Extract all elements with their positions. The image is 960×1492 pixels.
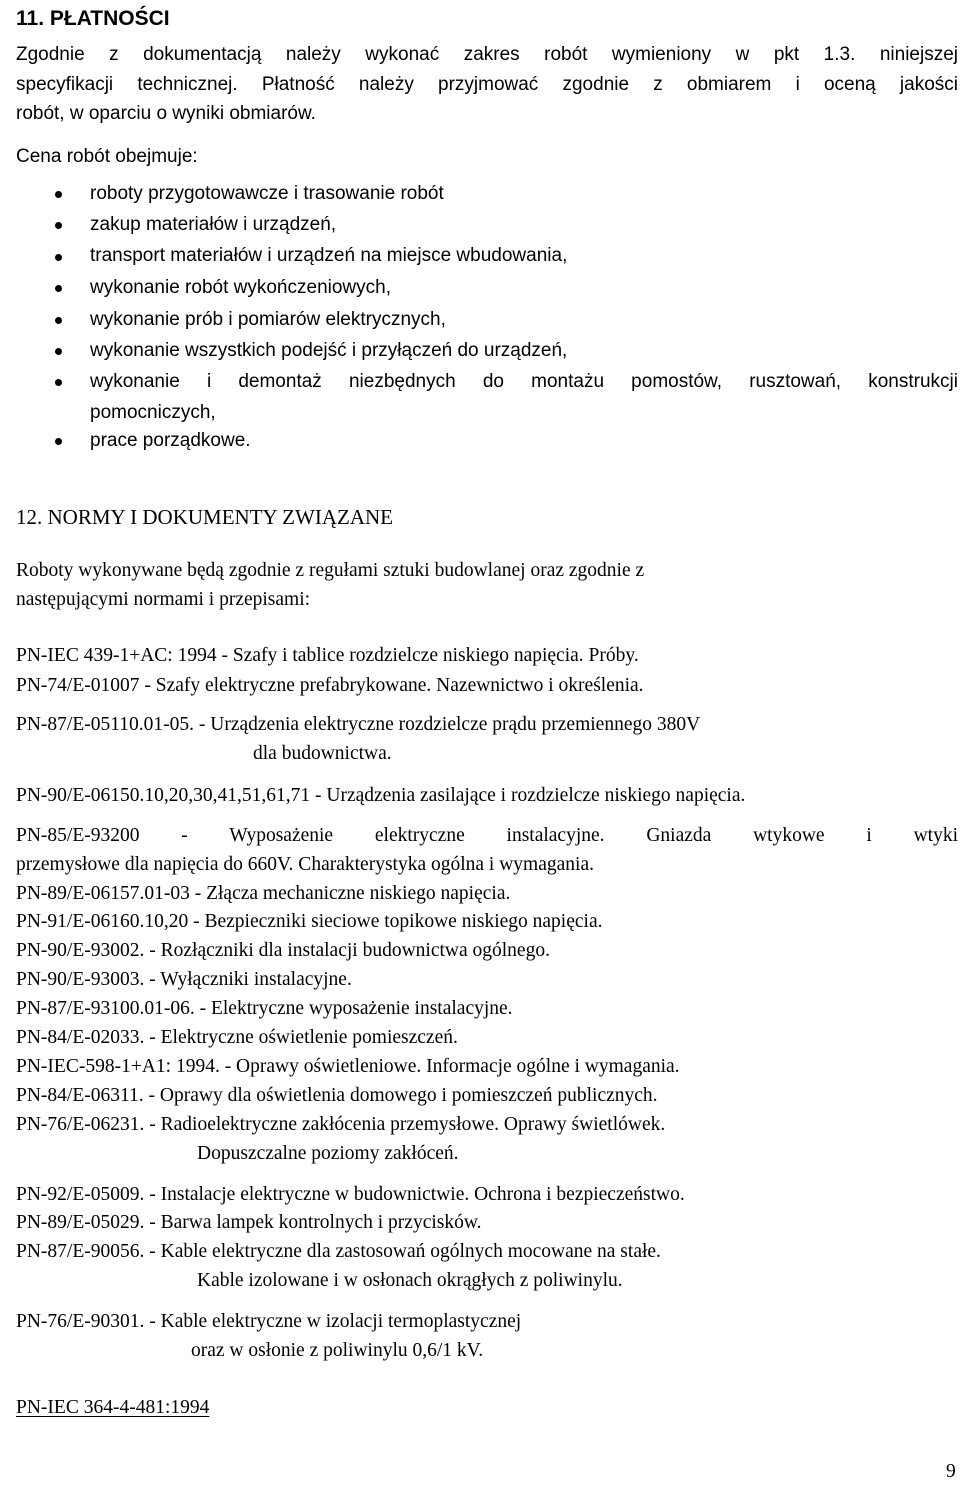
norm-item: PN-IEC-598-1+A1: 1994. - Oprawy oświetleniowe. Informacje ogólne i wymagania.: [16, 1056, 680, 1077]
norm-item: PN-90/E-93002. - Rozłączniki dla instalacji budownictwa ogólnego.: [16, 940, 550, 961]
bullet-icon: [55, 348, 62, 355]
list-item-continuation: pomocniczych,: [90, 402, 216, 423]
section-12-intro-line-1: Roboty wykonywane będą zgodnie z regułami sztuki budowlanej oraz zgodnie z: [16, 560, 645, 581]
list-item: wykonanie wszystkich podejść i przyłączeń do urządzeń,: [90, 340, 568, 361]
norm-item: PN-76/E-90301. - Kable elektryczne w izolacji termoplastycznej: [16, 1311, 522, 1332]
bullet-icon: [55, 438, 62, 445]
norm-item: PN-85/E-93200 - Wyposażenie elektryczne instalacyjne. Gniazda wtykowe i wtyki: [16, 825, 958, 846]
bullet-icon: [55, 379, 62, 386]
section-12-heading: 12. NORMY I DOKUMENTY ZWIĄZANE: [16, 505, 393, 529]
section-11-heading: 11. PŁATNOŚCI: [16, 7, 170, 30]
norm-item-continuation: dla budownictwa.: [253, 743, 392, 764]
norm-item: PN-90/E-06150.10,20,30,41,51,61,71 - Urządzenia zasilające i rozdzielcze niskiego napięcia.: [16, 785, 746, 806]
norm-item: PN-89/E-05029. - Barwa lampek kontrolnych i przycisków.: [16, 1212, 482, 1233]
bullet-icon: [55, 222, 62, 229]
norm-item: PN-87/E-93100.01-06. - Elektryczne wyposażenie instalacyjne.: [16, 998, 513, 1019]
price-intro: Cena robót obejmuje:: [16, 146, 198, 167]
norm-item-continuation: oraz w osłonie z poliwinylu 0,6/1 kV.: [191, 1340, 484, 1361]
norm-item: PN-84/E-02033. - Elektryczne oświetlenie pomieszczeń.: [16, 1027, 458, 1048]
list-item: transport materiałów i urządzeń na miejsce wbudowania,: [90, 245, 568, 266]
norm-item: PN-87/E-05110.01-05. - Urządzenia elektryczne rozdzielcze prądu przemiennego 380V: [16, 714, 701, 735]
norm-item: PN-89/E-06157.01-03 - Złącza mechaniczne niskiego napięcia.: [16, 883, 511, 904]
list-item: wykonanie prób i pomiarów elektrycznych,: [90, 309, 446, 330]
bullet-icon: [55, 285, 62, 292]
underlined-norm: PN-IEC 364-4-481:1994: [16, 1397, 210, 1418]
section-11-paragraph-line-3: robót, w oparciu o wyniki obmiarów.: [16, 103, 316, 124]
page-number: 9: [946, 1461, 956, 1482]
list-item: prace porządkowe.: [90, 430, 251, 451]
section-12-intro-line-2: następującymi normami i przepisami:: [16, 589, 311, 610]
norm-item-continuation: przemysłowe dla napięcia do 660V. Charakterystyka ogólna i wymagania.: [16, 854, 594, 875]
section-11-paragraph-line-2: specyfikacji technicznej. Płatność należy przyjmować zgodnie z obmiarem i oceną jakości: [16, 74, 958, 95]
list-item: roboty przygotowawcze i trasowanie robót: [90, 183, 444, 204]
norm-item: PN-90/E-93003. - Wyłączniki instalacyjne.: [16, 969, 352, 990]
bullet-icon: [55, 191, 62, 198]
list-item: zakup materiałów i urządzeń,: [90, 214, 337, 235]
norm-item-continuation: Kable izolowane i w osłonach okrągłych z poliwinylu.: [197, 1270, 623, 1291]
norm-item: PN-91/E-06160.10,20 - Bezpieczniki sieciowe topikowe niskiego napięcia.: [16, 911, 603, 932]
list-item: wykonanie robót wykończeniowych,: [90, 277, 391, 298]
norm-item: PN-IEC 439-1+AC: 1994 - Szafy i tablice rozdzielcze niskiego napięcia. Próby.: [16, 645, 639, 666]
bullet-icon: [55, 254, 62, 261]
norm-item-continuation: Dopuszczalne poziomy zakłóceń.: [197, 1143, 459, 1164]
section-11-paragraph-line-1: Zgodnie z dokumentacją należy wykonać zakres robót wymieniony w pkt 1.3. niniejszej: [16, 44, 958, 65]
list-item: wykonanie i demontaż niezbędnych do montażu pomostów, rusztowań, konstrukcji: [90, 371, 958, 392]
norm-item: PN-74/E-01007 - Szafy elektryczne prefabrykowane. Nazewnictwo i określenia.: [16, 675, 644, 696]
norm-item: PN-92/E-05009. - Instalacje elektryczne w budownictwie. Ochrona i bezpieczeństwo.: [16, 1184, 685, 1205]
norm-item: PN-87/E-90056. - Kable elektryczne dla zastosowań ogólnych mocowane na stałe.: [16, 1241, 661, 1262]
norm-item: PN-76/E-06231. - Radioelektryczne zakłócenia przemysłowe. Oprawy świetlówek.: [16, 1114, 666, 1135]
bullet-icon: [55, 317, 62, 324]
norm-item: PN-84/E-06311. - Oprawy dla oświetlenia domowego i pomieszczeń publicznych.: [16, 1085, 658, 1106]
